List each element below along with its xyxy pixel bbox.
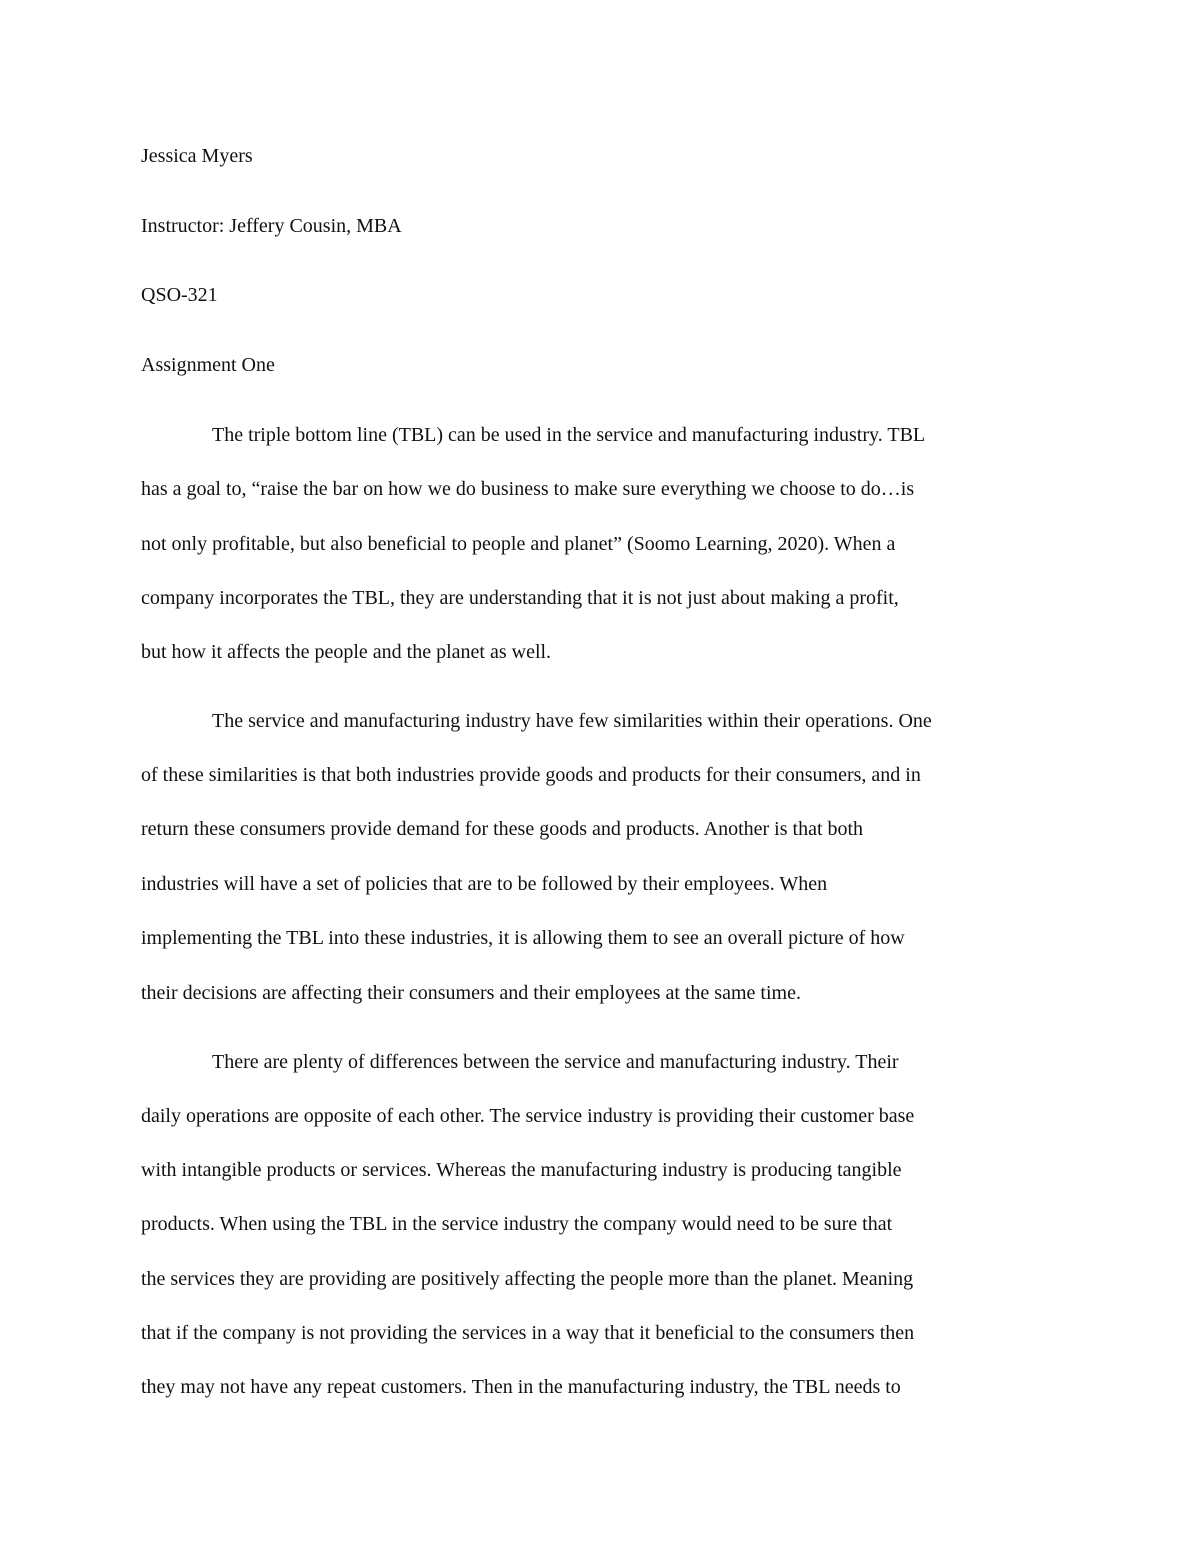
course-code: QSO-321	[141, 284, 218, 306]
author-name: Jessica Myers	[141, 145, 253, 167]
paragraph-line: has a goal to, “raise the bar on how we do business to make sure everything we choose to do…is	[141, 478, 915, 500]
instructor-line: Instructor: Jeffery Cousin, MBA	[141, 215, 402, 237]
paragraph-line: industries will have a set of policies that are to be followed by their employees. When	[141, 873, 828, 895]
paragraph-line: The triple bottom line (TBL) can be used in the service and manufacturing industry. TBL	[212, 424, 926, 446]
paragraph-line: implementing the TBL into these industries, it is allowing them to see an overall picture of how	[141, 927, 905, 949]
paragraph-line: products. When using the TBL in the service industry the company would need to be sure that	[141, 1213, 893, 1235]
paragraph-line: they may not have any repeat customers. Then in the manufacturing industry, the TBL needs to	[141, 1376, 901, 1398]
paragraph-line: The service and manufacturing industry have few similarities within their operations. One	[212, 710, 932, 732]
paragraph-line: their decisions are affecting their consumers and their employees at the same time.	[141, 982, 801, 1004]
paragraph-line: daily operations are opposite of each other. The service industry is providing their customer base	[141, 1105, 915, 1127]
paragraph-line: but how it affects the people and the planet as well.	[141, 641, 552, 663]
paragraph-line: that if the company is not providing the services in a way that it beneficial to the consumers then	[141, 1322, 915, 1344]
assignment-title: Assignment One	[141, 354, 275, 376]
paragraph-line: not only profitable, but also beneficial to people and planet” (Soomo Learning, 2020). When a	[141, 533, 896, 555]
paragraph-line: return these consumers provide demand for these goods and products. Another is that both	[141, 818, 864, 840]
paragraph-line: of these similarities is that both industries provide goods and products for their consumers, and in	[141, 764, 921, 786]
paragraph-line: with intangible products or services. Whereas the manufacturing industry is producing tangible	[141, 1159, 902, 1181]
paragraph-line: There are plenty of differences between the service and manufacturing industry. Their	[212, 1051, 899, 1073]
paragraph-line: the services they are providing are positively affecting the people more than the planet. Meaning	[141, 1268, 914, 1290]
paragraph-line: company incorporates the TBL, they are understanding that it is not just about making a profit,	[141, 587, 899, 609]
